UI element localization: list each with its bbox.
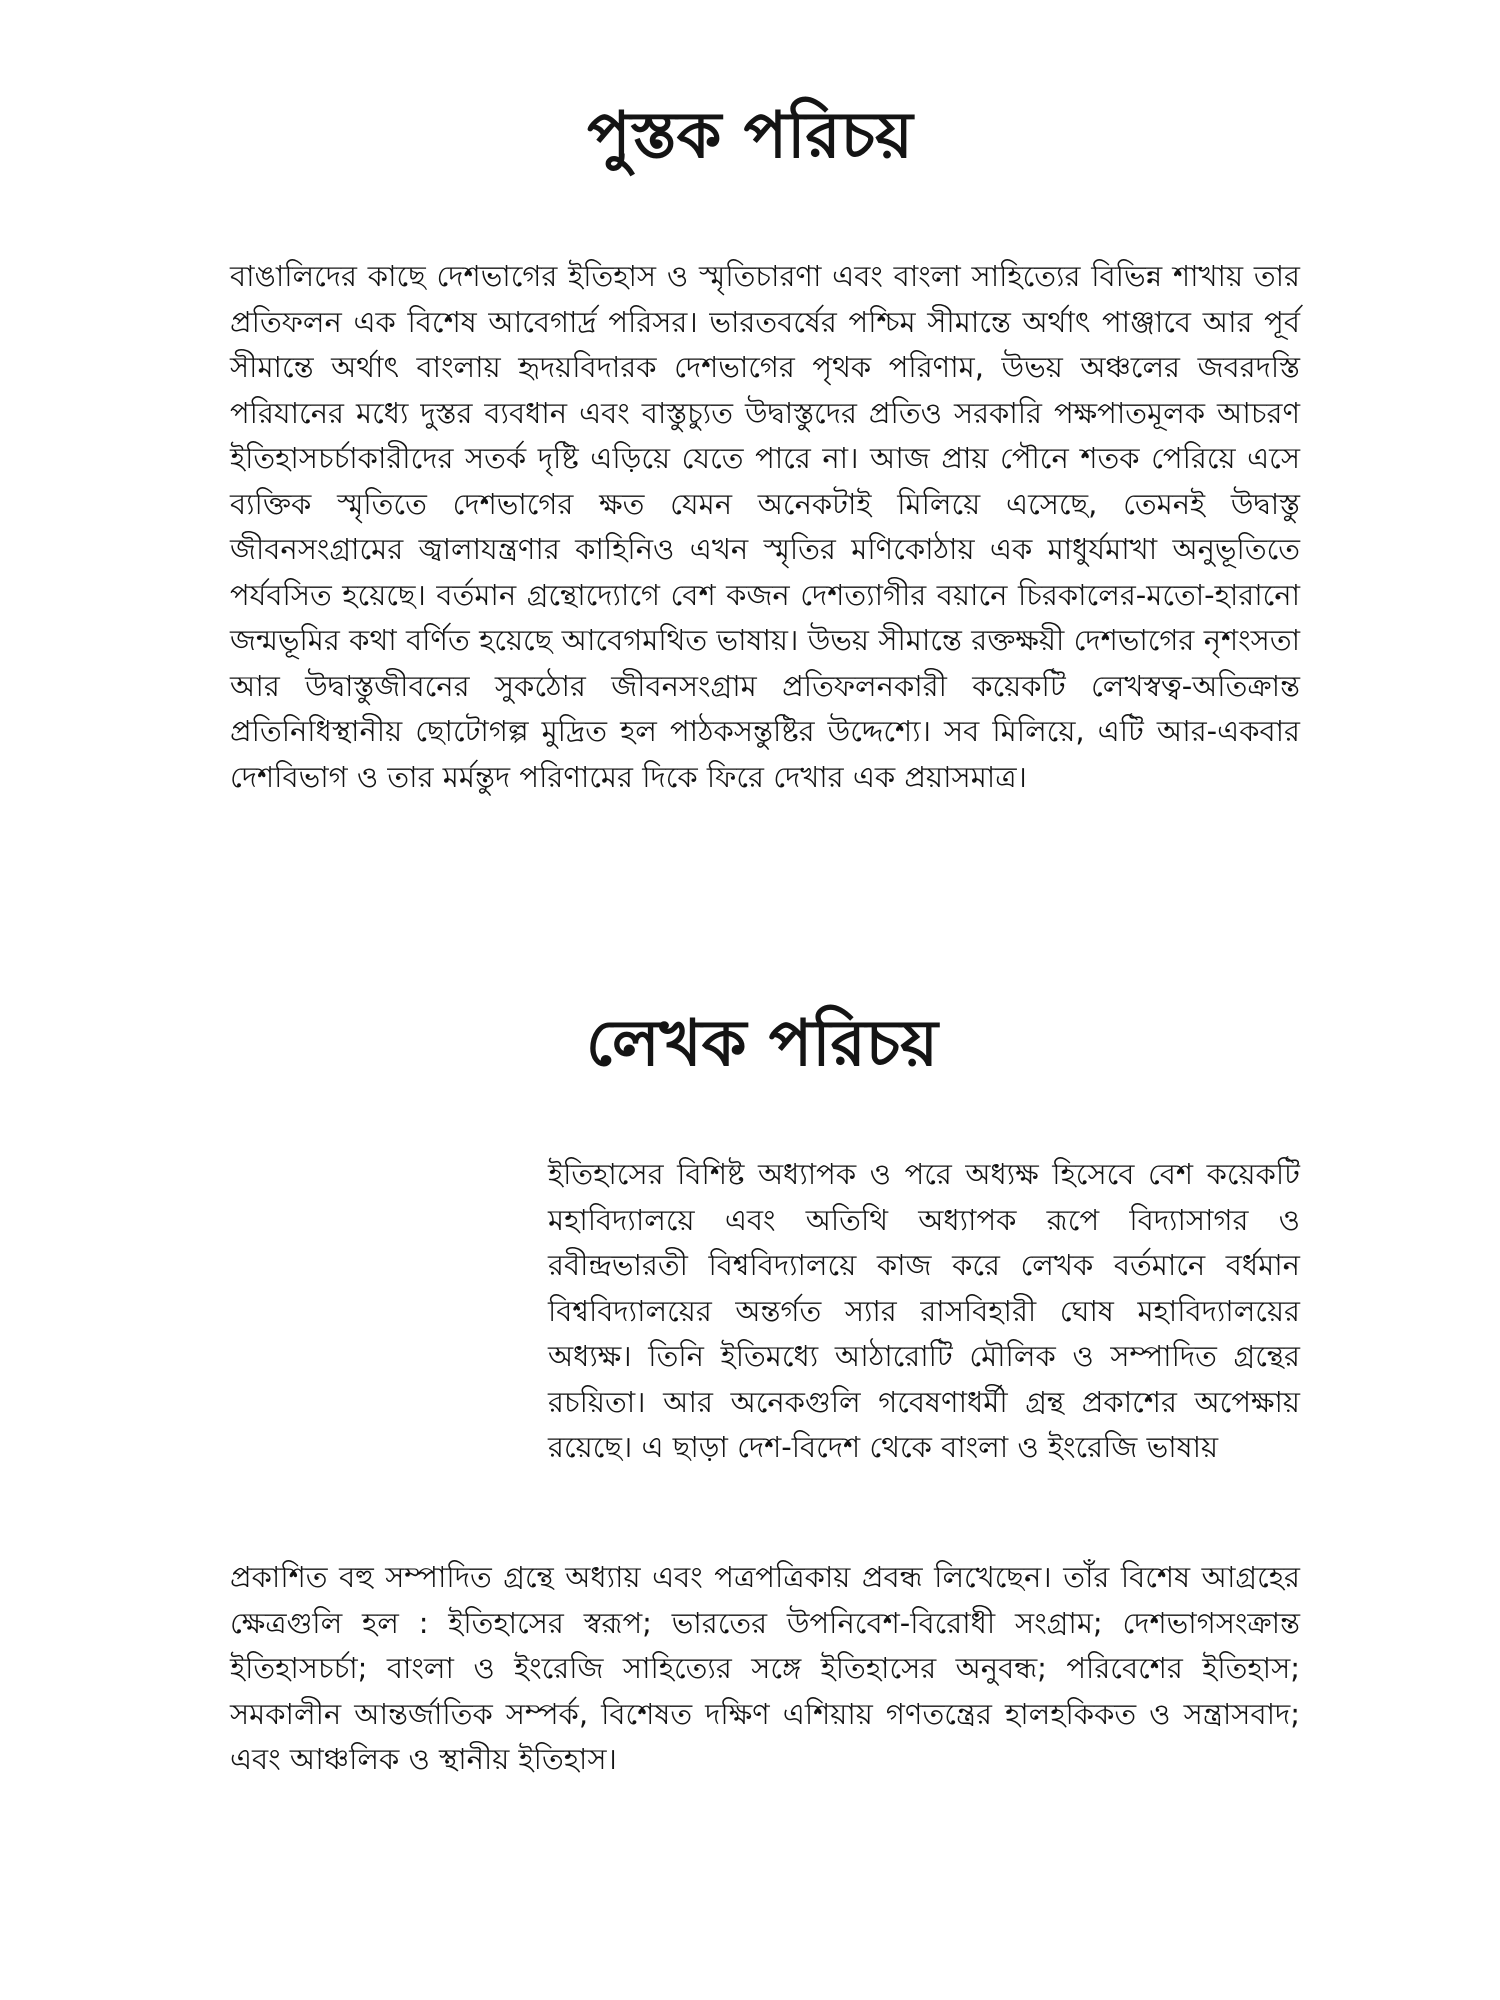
book-intro-paragraph: বাঙালিদের কাছে দেশভাগের ইতিহাস ও স্মৃতিচারণা এবং বাংলা সাহিত্যের বিভিন্ন শাখায় তার প্রতিফলন এক বিশেষ আবেগার্দ্র পরিসর। ভারতবর্ষের পশ্চিম সীমান্তে অর্থাৎ পাঞ্জাবে আর পূর্ব সীমান্তে অর্থাৎ বাংলায় হৃদয়বিদারক দেশভাগের পৃথক পরিণাম, উভয় অঞ্চলের জবরদস্তি পরিযানের মধ্যে দুস্তর ব্যবধান এবং বাস্তুচ্যুত উদ্বাস্তুদের প্রতিও সরকারি পক্ষপাতমূলক আচরণ ইতিহাসচর্চাকারীদের সতর্ক দৃষ্টি এড়িয়ে যেতে পারে না। আজ প্রায় পৌনে শতক পেরিয়ে এসে ব্যক্তিক স্মৃতিতে দেশভাগের ক্ষত যেমন অনেকটাই মিলিয়ে এসেছে, তেমনই উদ্বাস্তু জীবনসংগ্রামের জ্বালাযন্ত্রণার কাহিনিও এখন স্মৃতির মণিকোঠায় এক মাধুর্যমাখা অনুভূতিতে পর্যবসিত হয়েছে। বর্তমান গ্রন্থোদ্যোগে বেশ কজন দেশত্যাগীর বয়ানে চিরকালের-মতো-হারানো জন্মভূমির কথা বর্ণিত হয়েছে আবেগমথিত ভাষায়। উভয় সীমান্তে রক্তক্ষয়ী দেশভাগের নৃশংসতা আর উদ্বাস্তুজীবনের সুকঠোর জীবনসংগ্রাম প্রতিফলনকারী কয়েকটি লেখস্বত্ব-অতিক্রান্ত প্রতিনিধিস্থানীয় ছোটোগল্প মুদ্রিত হল পাঠকসন্তুষ্টির উদ্দেশ্যে। সব মিলিয়ে, এটি আর-একবার দেশবিভাগ ও তার মর্মন্তুদ পরিণামের দিকে ফিরে দেখার এক প্রয়াসমাত্র। [230,259,1300,794]
author-intro-paragraph-full: প্রকাশিত বহু সম্পাদিত গ্রন্থে অধ্যায় এবং পত্রপত্রিকায় প্রবন্ধ লিখেছেন। তাঁর বিশেষ আগ্রহের ক্ষেত্রগুলি হল : ইতিহাসের স্বরূপ; ভারতের উপনিবেশ-বিরোধী সংগ্রাম; দেশভাগসংক্রান্ত ইতিহাসচর্চা; বাংলা ও ইংরেজি সাহিত্যের সঙ্গে ইতিহাসের অনুবন্ধ; পরিবেশের ইতিহাস; সমকালীন আন্তর্জাতিক সম্পর্ক, বিশেষত দক্ষিণ এশিয়ায় গণতন্ত্রের হালহকিকত ও সন্ত্রাসবাদ; এবং আঞ্চলিক ও স্থানীয় ইতিহাস। [230,1560,1300,1776]
author-intro-heading: লেখক পরিচয় [586,1007,938,1081]
book-intro-heading: পুস্তক পরিচয় [587,99,913,173]
author-intro-paragraph-indented: ইতিহাসের বিশিষ্ট অধ্যাপক ও পরে অধ্যক্ষ হিসেবে বেশ কয়েকটি মহাবিদ্যালয়ে এবং অতিথি অধ্যাপক রূপে বিদ্যাসাগর ও রবীন্দ্রভারতী বিশ্ববিদ্যালয়ে কাজ করে লেখক বর্তমানে বর্ধমান বিশ্ববিদ্যালয়ের অন্তর্গত স্যার রাসবিহারী ঘোষ মহাবিদ্যালয়ের অধ্যক্ষ। তিনি ইতিমধ্যে আঠারোটি মৌলিক ও সম্পাদিত গ্রন্থের রচয়িতা। আর অনেকগুলি গবেষণাধর্মী গ্রন্থ প্রকাশের অপেক্ষায় রয়েছে। এ ছাড়া দেশ-বিদেশ থেকে বাংলা ও ইংরেজি ভাষায় [548,1157,1300,1464]
